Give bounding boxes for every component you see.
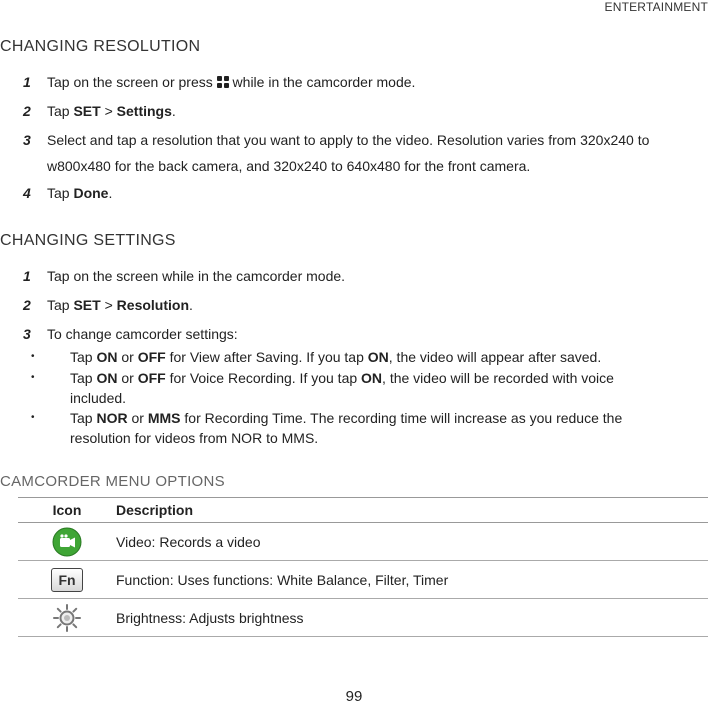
section-title-menu-options: CAMCORDER MENU OPTIONS bbox=[0, 473, 225, 490]
column-header-description: Description bbox=[116, 498, 708, 523]
column-header-icon: Icon bbox=[18, 498, 116, 523]
bullet-dot: • bbox=[31, 412, 35, 423]
bullet-dot: • bbox=[31, 351, 35, 362]
step-text: Select and tap a resolution that you want to apply to the video. Resolution varies from 320x240 to w800x480 for the back camera, and 320x240 to 640x480 for the front camera. bbox=[47, 132, 650, 174]
table-row bbox=[18, 523, 708, 561]
section-title-resolution: CHANGING RESOLUTION bbox=[0, 38, 201, 55]
brightness-icon bbox=[52, 603, 82, 633]
step-number: 3 bbox=[23, 326, 31, 342]
header-section-label: ENTERTAINMENT bbox=[604, 0, 708, 14]
bullet-text: Tap ON or OFF for View after Saving. If you tap ON, the video will appear after saved. bbox=[70, 349, 602, 365]
table-row bbox=[18, 599, 708, 637]
description-cell: Brightness: Adjusts brightness bbox=[116, 599, 708, 637]
icon-cell bbox=[18, 523, 116, 561]
step-number: 3 bbox=[23, 132, 31, 148]
icon-cell bbox=[18, 599, 116, 637]
bullet-text: Tap NOR or MMS for Recording Time. The recording time will increase as you reduce the resolution for videos from NOR to MMS. bbox=[70, 410, 623, 446]
step-text: Tap Done. bbox=[47, 185, 113, 201]
step-number: 4 bbox=[23, 185, 31, 201]
description-cell: Video: Records a video bbox=[116, 523, 708, 561]
menu-options-table bbox=[18, 497, 708, 637]
description-cell: Function: Uses functions: White Balance, Filter, Timer bbox=[116, 561, 708, 599]
table-header-row bbox=[18, 498, 708, 523]
bullet-text: Tap ON or OFF for Voice Recording. If you tap ON, the video will be recorded with voice included. bbox=[70, 370, 614, 406]
step-number: 1 bbox=[23, 268, 31, 284]
page-number: 99 bbox=[345, 688, 363, 705]
video-camera-icon bbox=[52, 527, 82, 557]
step-text: Tap on the screen while in the camcorder mode. bbox=[47, 268, 346, 284]
step-number: 2 bbox=[23, 297, 31, 313]
section-title-settings: CHANGING SETTINGS bbox=[0, 232, 176, 249]
icon-cell bbox=[18, 561, 116, 599]
step-number: 1 bbox=[23, 74, 31, 90]
step-text: Tap on the screen or press while in the camcorder mode. bbox=[47, 74, 416, 90]
step-number: 2 bbox=[23, 103, 31, 119]
step-text: Tap SET > Settings. bbox=[47, 103, 176, 119]
grid-icon bbox=[217, 76, 229, 88]
function-icon: Fn bbox=[51, 568, 83, 592]
step-text: To change camcorder settings: bbox=[47, 326, 238, 342]
table-row bbox=[18, 561, 708, 599]
step-text: Tap SET > Resolution. bbox=[47, 297, 193, 313]
bullet-dot: • bbox=[31, 372, 35, 383]
